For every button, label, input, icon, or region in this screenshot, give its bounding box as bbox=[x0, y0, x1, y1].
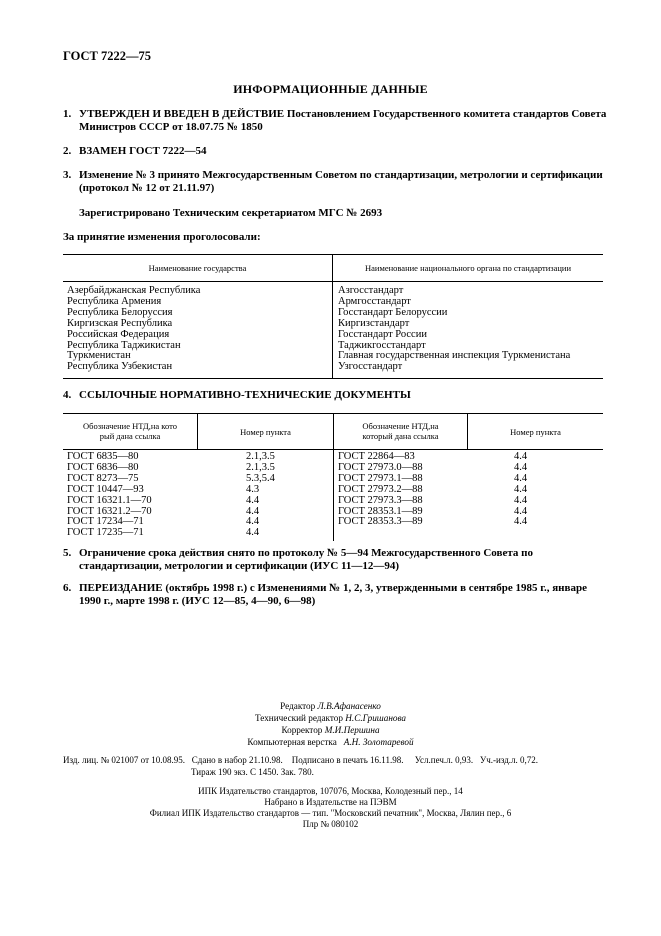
item-6 bbox=[63, 582, 607, 608]
item-2-number: 2. bbox=[63, 145, 72, 157]
item-6-number: 6. bbox=[63, 582, 72, 594]
column-header-body: Наименование национального органа по стандартизации bbox=[364, 263, 572, 273]
printer-address: Филиал ИПК Издательство стандартов — тип. "Московский печатник", Москва, Лялин пер., 6 bbox=[149, 808, 512, 818]
table-rule bbox=[63, 281, 603, 282]
column-header-ntd: Обозначение НТД,на кото рый дана ссылка bbox=[83, 421, 177, 441]
item-3-text: Изменение № 3 принято Межгосударственным Советом по стандартизации, метрологии и сертификации (протокол № 12 от 21.11.97) bbox=[79, 169, 603, 194]
voted-label: За принятие изменения проголосовали: bbox=[63, 231, 261, 243]
column-header-clause: Номер пункта bbox=[510, 427, 561, 437]
item-1-number: 1. bbox=[63, 108, 72, 120]
item-1 bbox=[63, 108, 607, 134]
standard-code: ГОСТ 7222—75 bbox=[63, 49, 152, 63]
item-4-text: ССЫЛОЧНЫЕ НОРМАТИВНО-ТЕХНИЧЕСКИЕ ДОКУМЕНТЫ bbox=[79, 389, 411, 401]
imprint-corrector bbox=[0, 725, 661, 736]
editor-name: Л.В.Афанасенко bbox=[317, 701, 381, 711]
editor-label: Редактор bbox=[280, 701, 316, 711]
column-header-ntd: Обозначение НТД,на который дана ссылка bbox=[362, 421, 439, 441]
layout-label: Компьютерная верстка bbox=[247, 737, 337, 747]
item-2 bbox=[63, 145, 607, 158]
table-divider bbox=[332, 281, 333, 378]
license-number: Плр № 080102 bbox=[302, 819, 359, 829]
item-4 bbox=[63, 389, 607, 402]
imprint-editor bbox=[0, 701, 661, 712]
section-title: ИНФОРМАЦИОННЫЕ ДАННЫЕ bbox=[233, 82, 428, 96]
state-list: Азербайджанская Республика Республика Армения Республика Белоруссия Киргизская Республика Российская Федерация Республика Таджикистан Туркменистан Республика Узбекистан bbox=[67, 285, 201, 373]
ntd-list-right: ГОСТ 22864—83 ГОСТ 27973.0—88 ГОСТ 27973.1—88 ГОСТ 27973.2—88 ГОСТ 27973.3—88 ГОСТ 28353.1—89 ГОСТ 28353.3—89 bbox=[338, 451, 423, 528]
table-divider bbox=[333, 449, 334, 541]
item-5 bbox=[63, 547, 607, 573]
item-3-number: 3. bbox=[63, 169, 72, 181]
item-3 bbox=[63, 169, 607, 195]
item-5-number: 5. bbox=[63, 547, 72, 559]
layout-name: А.Н. Золотаревой bbox=[343, 737, 414, 747]
item-5-text: Ограничение срока действия снято по протоколу № 5—94 Межгосударственного Совета по стандартизации, метрологии и сертификации (ИУС 11—12—94) bbox=[79, 547, 533, 572]
corrector-name: М.И.Першина bbox=[324, 725, 380, 735]
item-4-number: 4. bbox=[63, 389, 72, 401]
typeset-note: Набрано в Издательстве на ПЭВМ bbox=[264, 797, 397, 807]
imprint-tech-editor bbox=[0, 713, 661, 724]
publication-line-2: Тираж 190 экз. С 1450. Зак. 780. bbox=[191, 767, 314, 777]
column-header-clause: Номер пункта bbox=[240, 427, 291, 437]
corrector-label: Корректор bbox=[281, 725, 323, 735]
clause-list-left: 2.1,3.5 2.1,3.5 5.3,5.4 4.3 4.4 4.4 4.4 4.4 bbox=[246, 451, 275, 539]
item-6-text: ПЕРЕИЗДАНИЕ (октябрь 1998 г.) с Изменениями № 1, 2, 3, утвержденными в сентябре 1985 г., январе 1990 г., марте 1998 г. (ИУС 12—85, 4—90, 6—98) bbox=[79, 582, 587, 607]
tech-editor-label: Технический редактор bbox=[255, 713, 343, 723]
publication-line-1: Изд. лиц. № 021007 от 10.08.95. Сдано в набор 21.10.98. Подписано в печать 16.11.98. Усл.печ.л. 0,93. Уч.-изд.л. 0,72. bbox=[63, 755, 539, 765]
clause-list-right: 4.4 4.4 4.4 4.4 4.4 4.4 4.4 bbox=[514, 451, 528, 528]
standards-body-list: Азгосстандарт Армгосстандарт Госстандарт Белоруссии Киргизстандарт Госстандарт России Таджикгосстандарт Главная государственная инспекция Туркменистана Узгосстандарт bbox=[338, 285, 571, 373]
ntd-list-left: ГОСТ 6835—80 ГОСТ 6836—80 ГОСТ 8273—75 ГОСТ 10447—93 ГОСТ 16321.1—70 ГОСТ 16321.2—70 ГОСТ 17234—71 ГОСТ 17235—71 bbox=[67, 451, 152, 539]
imprint-layout bbox=[0, 737, 661, 748]
table-rule bbox=[63, 378, 603, 379]
publisher-address: ИПК Издательство стандартов, 107076, Москва, Колодезный пер., 14 bbox=[198, 786, 463, 796]
column-header-state: Наименование государства bbox=[148, 263, 247, 273]
registration-note: Зарегистрировано Техническим секретариатом МГС № 2693 bbox=[79, 207, 383, 219]
table-rule bbox=[63, 254, 603, 255]
tech-editor-name: Н.С.Гришанова bbox=[345, 713, 406, 723]
item-2-text: ВЗАМЕН ГОСТ 7222—54 bbox=[79, 145, 207, 157]
item-1-text: УТВЕРЖДЕН И ВВЕДЕН В ДЕЙСТВИЕ Постановлением Государственного комитета стандартов Совета Министров СССР от 18.07.75 № 1850 bbox=[79, 108, 607, 133]
